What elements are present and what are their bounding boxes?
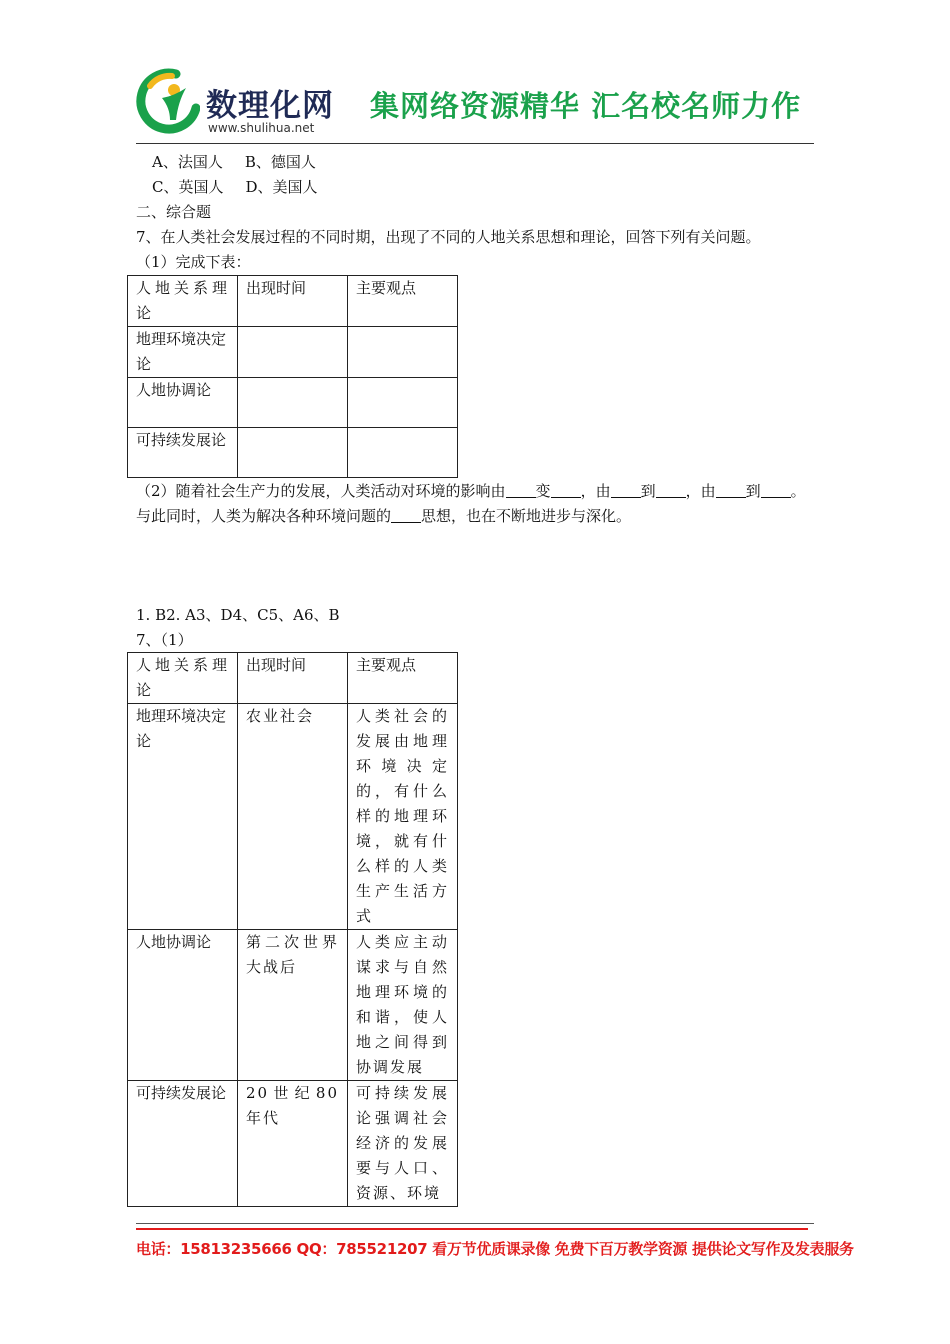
q7-part2-text: 与此同时，人类为解决各种环境问题的 (136, 507, 392, 525)
fill-blank (506, 481, 536, 498)
q7-part2-text: （2）随着社会生产力的发展，人类活动对环境的影响由 (136, 482, 506, 500)
answer-header-theory: 人地关系理论 (128, 653, 238, 704)
answer-time: 第二次世界大战后 (238, 930, 348, 1081)
answer-view: 人类社会的发展由地理环境决定的，有什么样的地理环境，就有什么样的人类生产生活方式 (348, 704, 458, 930)
fill-blank (716, 481, 746, 498)
answer-view: 可持续发展论强调社会经济的发展要与人口、资源、环境 (348, 1081, 458, 1207)
q7-part2-text: 到 (640, 482, 656, 500)
q7-part2-text: ，由 (685, 482, 716, 500)
table-header-view: 主要观点 (348, 276, 458, 327)
fill-blank (761, 481, 791, 498)
fill-blank (656, 481, 686, 498)
answer-time: 20世纪80年代 (238, 1081, 348, 1207)
q6-option-d: D、美国人 (245, 178, 318, 196)
table-blank-cell (348, 428, 458, 478)
q6-option-c: C、英国人 (152, 178, 224, 196)
q7-answer-label: 7、（1） (136, 631, 193, 649)
table-blank-cell (238, 378, 348, 428)
answer-theory: 地理环境决定论 (128, 704, 238, 930)
shulihua-logo-icon (136, 68, 200, 134)
q7-part2-text: 。 (790, 482, 806, 500)
answer-header-time: 出现时间 (238, 653, 348, 704)
q7-part2-text: 到 (745, 482, 761, 500)
brand-url: www.shulihua.net (208, 121, 315, 135)
answer-time: 农业社会 (238, 704, 348, 930)
fill-blank (611, 481, 641, 498)
table-row-theory: 人地协调论 (128, 378, 238, 428)
q7-part2-line2 (136, 504, 631, 528)
table-header-time: 出现时间 (238, 276, 348, 327)
table-blank-cell (348, 327, 458, 378)
footer-contact: 电话：15813235666 QQ：785521207 看万节优质课录像 免费下百万教学资源 提供论文写作及发表服务 (136, 1240, 854, 1258)
answer-theory: 人地协调论 (128, 930, 238, 1081)
q7-part1-label: （1）完成下表： (136, 253, 251, 271)
q6-options-row-1 (152, 150, 316, 174)
q7-stem: 7、在人类社会发展过程的不同时期，出现了不同的人地关系思想和理论，回答下列有关问题。 (136, 228, 761, 246)
q6-options-row-2 (152, 175, 318, 199)
answer-view: 人类应主动谋求与自然地理环境的和谐，使人地之间得到协调发展 (348, 930, 458, 1081)
answer-theory: 可持续发展论 (128, 1081, 238, 1207)
q7-blank-table (127, 275, 458, 478)
table-header-theory: 人地关系理论 (128, 276, 238, 327)
q7-answer-table (127, 652, 458, 1207)
fill-blank (391, 506, 421, 523)
q7-part2-text: ，由 (580, 482, 611, 500)
table-blank-cell (348, 378, 458, 428)
table-row-theory: 地理环境决定论 (128, 327, 238, 378)
header-divider (136, 143, 814, 144)
mc-answers: 1. B2. A3、D4、C5、A6、B (136, 606, 340, 624)
table-row-theory: 可持续发展论 (128, 428, 238, 478)
q6-option-a: A、法国人 (152, 153, 223, 171)
section-title: 二、综合题 (136, 203, 212, 221)
q7-part2-text: 变 (535, 482, 551, 500)
footer-red-divider (136, 1228, 808, 1230)
footer-divider (136, 1223, 814, 1224)
table-blank-cell (238, 428, 348, 478)
fill-blank (551, 481, 581, 498)
q6-option-b: B、德国人 (244, 153, 316, 171)
q7-part2-text: 思想，也在不断地进步与深化。 (421, 507, 632, 525)
answer-header-view: 主要观点 (348, 653, 458, 704)
brand-name: 数理化网 (206, 88, 334, 124)
q7-part2-line1 (136, 479, 806, 503)
header-slogan: 集网络资源精华 汇名校名师力作 (370, 89, 802, 123)
table-blank-cell (238, 327, 348, 378)
